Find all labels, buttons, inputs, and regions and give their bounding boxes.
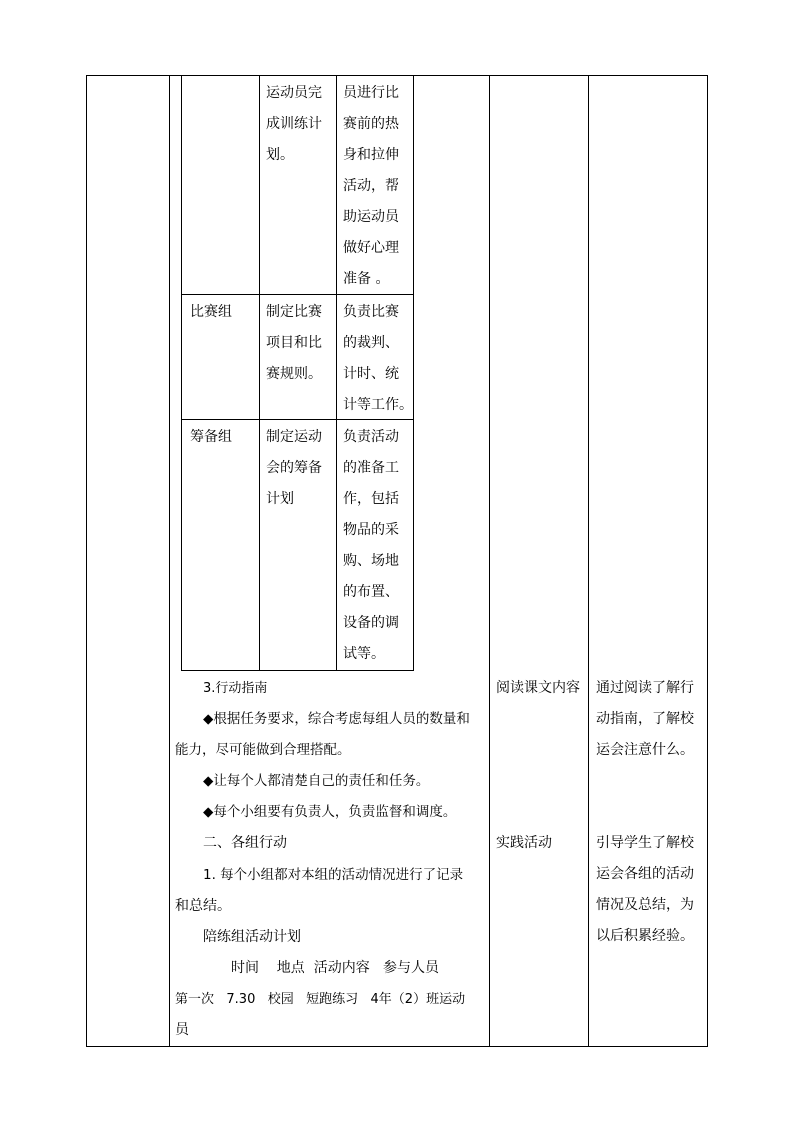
duty-line: 助运动员 — [343, 209, 399, 225]
duty-line: 计时、统 — [343, 366, 399, 382]
task-line: 制定比赛 — [266, 304, 322, 320]
guide-bullet-3: ◆每个小组要有负责人，负责监督和调度。 — [203, 804, 457, 820]
inner-table-left-border — [181, 75, 182, 671]
intent-line: 引导学生了解校 — [596, 835, 694, 851]
task-line: 计划 — [266, 491, 294, 507]
outer-left-border — [86, 75, 87, 1047]
inner-row-2-task-cell — [266, 297, 322, 390]
intent-line: 情况及总结，为 — [596, 897, 694, 913]
inner-row-2-duty-cell — [343, 297, 413, 421]
duty-line: 计等工作。 — [343, 397, 413, 413]
task-line: 成训练计 — [266, 116, 322, 132]
plan-row-1-line-2: 员 — [175, 1022, 189, 1038]
duty-line: 身和拉伸 — [343, 147, 399, 163]
task-line: 制定运动 — [266, 429, 322, 445]
outer-top-border — [86, 75, 708, 76]
design-intent-2 — [596, 828, 694, 952]
intent-line: 运会注意什么。 — [596, 742, 694, 758]
student-activity-practice: 实践活动 — [496, 835, 552, 851]
task-line: 赛规则。 — [266, 366, 322, 382]
duty-line: 准备 。 — [343, 271, 390, 287]
guide-bullet-1-line-2: 能力，尽可能做到合理搭配。 — [175, 742, 351, 758]
duty-line: 的准备工 — [343, 460, 399, 476]
duty-line: 做好心理 — [343, 240, 399, 256]
item-1-line-1: 1. 每个小组都对本组的活动情况进行了记录 — [203, 867, 464, 883]
duty-line: 设备的调 — [343, 615, 399, 631]
task-line: 会的筹备 — [266, 460, 322, 476]
guide-bullet-1-line-1: ◆根据任务要求，综合考虑每组人员的数量和 — [203, 711, 470, 727]
intent-line: 运会各组的活动 — [596, 866, 694, 882]
intent-line: 动指南，了解校 — [596, 711, 694, 727]
group-name: 比赛组 — [190, 304, 232, 320]
inner-table-bottom-border — [181, 670, 414, 671]
section-2-title: 二、各组行动 — [203, 835, 287, 851]
plan-row-1-line-1: 第一次 7.30 校园 短跑练习 4年（2）班运动 — [175, 992, 466, 1007]
inner-table-col-3 — [413, 75, 414, 671]
duty-line: 物品的采 — [343, 522, 399, 538]
outer-right-border — [707, 75, 708, 1047]
inner-row-2-group-cell — [190, 297, 232, 328]
task-line: 项目和比 — [266, 335, 322, 351]
outer-bottom-border — [86, 1046, 708, 1047]
plan-title: 陪练组活动计划 — [203, 929, 301, 945]
task-line: 运动员完 — [266, 85, 322, 101]
item-1-line-2: 和总结。 — [175, 898, 231, 914]
duty-line: 活动，帮 — [343, 178, 399, 194]
duty-line: 的布置、 — [343, 584, 399, 600]
col-divider-1 — [169, 75, 170, 1047]
inner-row-3-task-cell — [266, 422, 322, 515]
inner-row-1-duty-cell — [343, 78, 399, 295]
design-intent-1 — [596, 673, 694, 766]
duty-line: 的裁判、 — [343, 335, 399, 351]
col-divider-3 — [588, 75, 589, 1047]
inner-row-1-task-cell — [266, 78, 322, 171]
guide-title: 3.行动指南 — [203, 681, 268, 696]
plan-header: 时间 地点 活动内容 参与人员 — [231, 960, 440, 976]
duty-line: 购、场地 — [343, 553, 399, 569]
intent-line: 以后积累经验。 — [596, 928, 694, 944]
task-line: 划。 — [266, 147, 294, 163]
duty-line: 负责活动 — [343, 429, 399, 445]
inner-table-col-2 — [336, 75, 337, 671]
duty-line: 员进行比 — [343, 85, 399, 101]
inner-table-col-1 — [259, 75, 260, 671]
duty-line: 作，包括 — [343, 491, 399, 507]
inner-row-3-group-cell — [190, 422, 232, 453]
duty-line: 试等。 — [343, 646, 385, 662]
guide-bullet-2: ◆让每个人都清楚自己的责任和任务。 — [203, 773, 430, 789]
duty-line: 负责比赛 — [343, 304, 399, 320]
inner-row-3-duty-cell — [343, 422, 399, 670]
group-name: 筹备组 — [190, 429, 232, 445]
duty-line: 赛前的热 — [343, 116, 399, 132]
intent-line: 通过阅读了解行 — [596, 680, 694, 696]
student-activity-read: 阅读课文内容 — [496, 680, 580, 696]
col-divider-2 — [489, 75, 490, 1047]
